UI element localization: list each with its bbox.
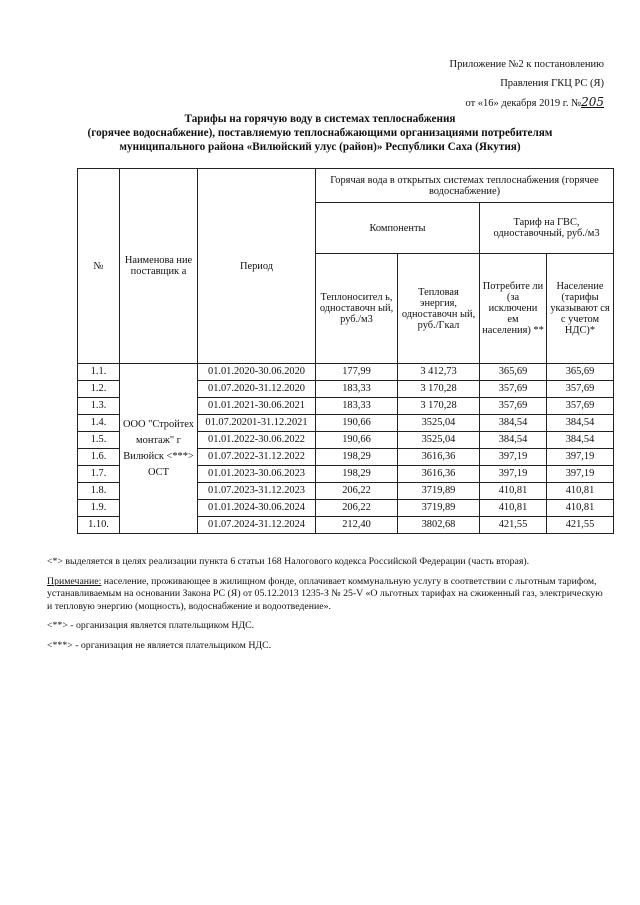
row-carrier: 206,22 — [316, 483, 398, 500]
row-carrier: 198,29 — [316, 449, 398, 466]
row-energy: 3525,04 — [398, 415, 480, 432]
row-energy: 3525,04 — [398, 432, 480, 449]
row-energy: 3 170,28 — [398, 398, 480, 415]
row-consumers: 397,19 — [480, 449, 547, 466]
notes — [47, 556, 607, 659]
row-population: 397,19 — [547, 449, 614, 466]
row-period: 01.01.2021-30.06.2021 — [198, 398, 316, 415]
row-carrier: 183,33 — [316, 381, 398, 398]
title-line-3: муниципального района «Вилюйский улус (район)» Республики Саха (Якутия) — [119, 141, 521, 153]
row-number: 1.8. — [78, 483, 120, 500]
row-carrier: 190,66 — [316, 432, 398, 449]
row-period: 01.01.2020-30.06.2020 — [198, 364, 316, 381]
row-carrier: 212,40 — [316, 517, 398, 534]
row-population: 410,81 — [547, 500, 614, 517]
row-number: 1.7. — [78, 466, 120, 483]
note-double-star: <**> - организация является плательщиком НДС. — [47, 620, 255, 631]
header-supplier: Наименова ние поставщик а — [120, 169, 198, 364]
row-consumers: 410,81 — [480, 500, 547, 517]
row-population: 384,54 — [547, 415, 614, 432]
row-energy: 3719,89 — [398, 500, 480, 517]
row-period: 01.01.2023-30.06.2023 — [198, 466, 316, 483]
row-consumers: 357,69 — [480, 381, 547, 398]
row-carrier: 190,66 — [316, 415, 398, 432]
row-period: 01.07.2023-31.12.2023 — [198, 483, 316, 500]
note-triple-star: <***> - организация не является плательщиком НДС. — [47, 639, 272, 651]
row-population: 357,69 — [547, 381, 614, 398]
row-number: 1.10. — [78, 517, 120, 534]
header-tariff: Тариф на ГВС, одноставочный, руб./м3 — [480, 203, 614, 254]
header-carrier: Теплоносител ь, одноставочн ый, руб./м3 — [316, 254, 398, 364]
document-number: 205 — [581, 95, 604, 109]
tariff-table — [77, 168, 614, 534]
table-row — [78, 364, 614, 381]
row-number: 1.3. — [78, 398, 120, 415]
supplier-name: ООО "Стройтех монтаж" г Вилюйск <***> ОСТ — [120, 364, 198, 534]
row-number: 1.2. — [78, 381, 120, 398]
row-carrier: 198,29 — [316, 466, 398, 483]
row-energy: 3616,36 — [398, 466, 480, 483]
row-period: 01.01.2022-30.06.2022 — [198, 432, 316, 449]
row-number: 1.5. — [78, 432, 120, 449]
header-consumers: Потребите ли (за исключени ем населения) ** — [480, 254, 547, 364]
row-period: 01.07.2024-31.12.2024 — [198, 517, 316, 534]
note-remark-text: население, проживающее в жилищном фонде, оплачивает коммунальную услугу в соответствии с льготным тарифом, устанавливаемым на основании Закона РС (Я) от 05.12.2013 1235-З № 25-V «О льготных тарифах на сжиженный газ, электрическую и тепловую энергию (мощность), водоснабжение и водоотведение». — [47, 575, 603, 612]
note-star: <*> выделяется в целях реализации пункта 6 статьи 168 Налогового кодекса Российской Федерации (часть вторая). — [47, 556, 530, 567]
row-energy: 3719,89 — [398, 483, 480, 500]
row-energy: 3802,68 — [398, 517, 480, 534]
title-line-1: Тарифы на горячую воду в системах теплоснабжения — [184, 113, 456, 125]
row-population: 365,69 — [547, 364, 614, 381]
appendix-date: от «16» декабря 2019 г. № — [465, 98, 582, 109]
row-consumers: 357,69 — [480, 398, 547, 415]
row-consumers: 410,81 — [480, 483, 547, 500]
row-consumers: 397,19 — [480, 466, 547, 483]
header-num: № — [78, 169, 120, 364]
row-number: 1.6. — [78, 449, 120, 466]
row-population: 397,19 — [547, 466, 614, 483]
note-remark-label: Примечание: — [47, 575, 102, 587]
row-energy: 3 170,28 — [398, 381, 480, 398]
row-number: 1.4. — [78, 415, 120, 432]
header-energy: Тепловая энергия, одноставочн ый, руб./Гкал — [398, 254, 480, 364]
row-consumers: 384,54 — [480, 432, 547, 449]
appendix-line-2: Правления ГКЦ РС (Я) — [500, 77, 604, 89]
row-population: 410,81 — [547, 483, 614, 500]
header-hot-water: Горячая вода в открытых системах теплоснабжения (горячее водоснабжение) — [316, 169, 614, 203]
title-line-2: (горячее водоснабжение), поставляемую теплоснабжающими организациями потребителям — [87, 127, 553, 139]
document-title — [60, 112, 580, 154]
row-carrier: 206,22 — [316, 500, 398, 517]
row-consumers: 384,54 — [480, 415, 547, 432]
row-number: 1.9. — [78, 500, 120, 517]
appendix-line-1: Приложение №2 к постановлению — [449, 59, 604, 70]
row-period: 01.07.2022-31.12.2022 — [198, 449, 316, 466]
row-energy: 3 412,73 — [398, 364, 480, 381]
note-remark — [47, 576, 607, 614]
row-energy: 3616,36 — [398, 449, 480, 466]
row-number: 1.1. — [78, 364, 120, 381]
row-consumers: 365,69 — [480, 364, 547, 381]
header-period: Период — [198, 169, 316, 364]
row-period: 01.07.2020-31.12.2020 — [198, 381, 316, 398]
header-population: Население (тарифы указывают ся с учетом НДС)* — [547, 254, 614, 364]
row-population: 384,54 — [547, 432, 614, 449]
row-carrier: 183,33 — [316, 398, 398, 415]
row-consumers: 421,55 — [480, 517, 547, 534]
row-carrier: 177,99 — [316, 364, 398, 381]
row-period: 01.07.20201-31.12.2021 — [198, 415, 316, 432]
row-population: 421,55 — [547, 517, 614, 534]
appendix-header — [450, 56, 604, 114]
header-components: Компоненты — [316, 203, 480, 254]
appendix-line-3 — [450, 93, 604, 114]
row-population: 357,69 — [547, 398, 614, 415]
row-period: 01.01.2024-30.06.2024 — [198, 500, 316, 517]
